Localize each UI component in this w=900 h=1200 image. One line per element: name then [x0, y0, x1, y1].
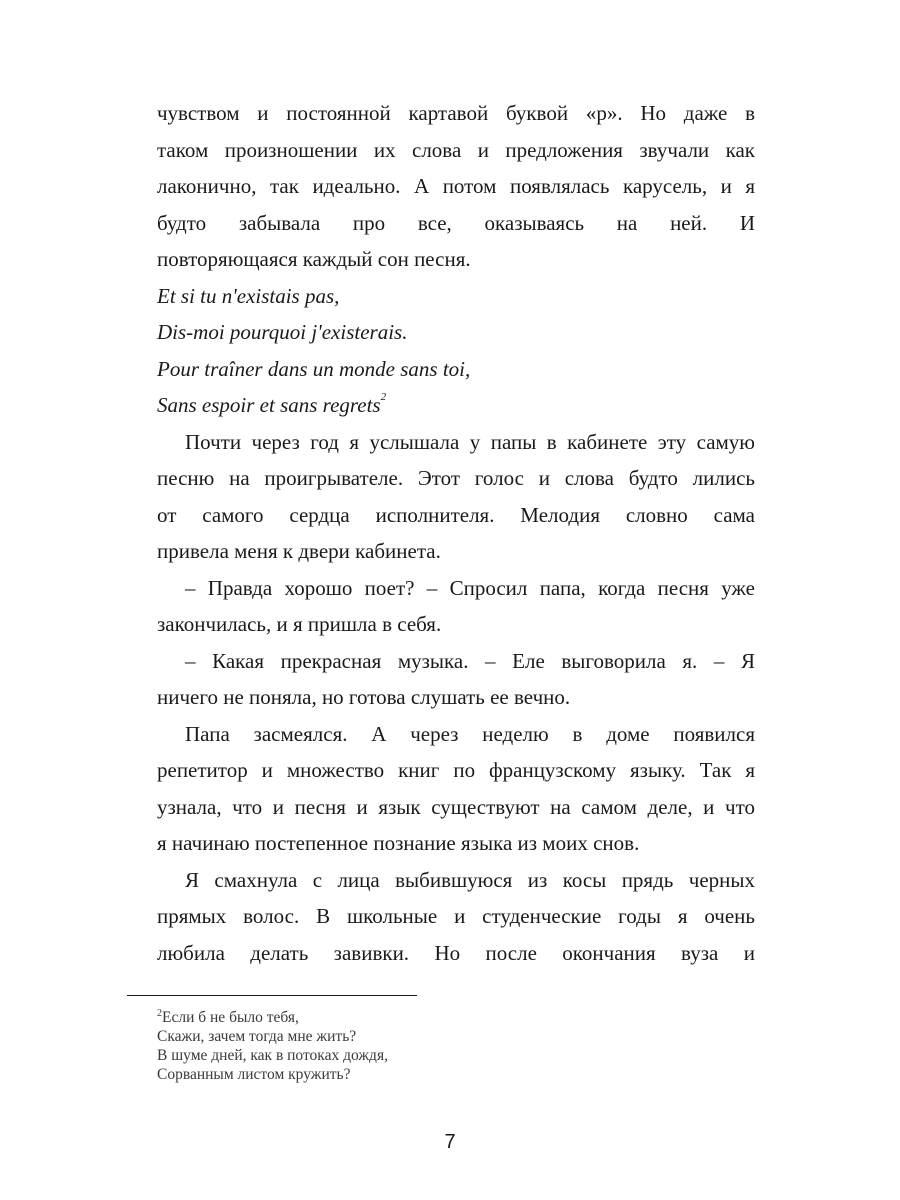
text-line: Почти через год я услышала у папы в кабинете эту самую [185, 429, 755, 454]
footnote-line [157, 1008, 657, 1027]
text-line: привела меня к двери кабинета. [157, 539, 441, 563]
footnote-divider [127, 995, 417, 996]
page-body [157, 95, 755, 971]
text-line: репетитор и множество книг по французскому языку. Так я [157, 758, 755, 782]
dialogue-line: – Правда хорошо поет? – Спросил папа, когда песня уже [185, 575, 755, 600]
dialogue-line: – Какая прекрасная музыка. – Еле выговорила я. – Я [185, 648, 755, 673]
footnote-line: В шуме дней, как в потоках дождя, [157, 1047, 388, 1064]
lyric-text: Sans espoir et sans regrets [157, 393, 381, 417]
lyric-line: Pour traîner dans un monde sans toi, [157, 356, 471, 381]
footnote [157, 1008, 657, 1084]
text-line: лаконично, так идеально. А потом появлялась карусель, и я [157, 174, 755, 198]
lyric-line-with-footnote [157, 387, 755, 424]
text-line: узнала, что и песня и язык существуют на самом деле, и что [157, 794, 755, 819]
text-line: песню на проигрывателе. Этот голос и слова будто лились [157, 466, 755, 490]
lyric-line: Dis-moi pourquoi j'existerais. [157, 320, 408, 344]
text-line: закончилась, и я пришла в себя. [157, 612, 442, 636]
text-line: будто забывала про все, оказываясь на ней. И [157, 210, 755, 235]
text-line: Папа засмеялся. А через неделю в доме появился [185, 721, 755, 746]
text-line: прямых волос. В школьные и студенческие годы я очень [157, 904, 755, 928]
text-line: чувством и постоянной картавой буквой «р». Но даже в [157, 101, 755, 125]
footnote-reference: 2 [380, 391, 387, 403]
page-number: 7 [444, 1131, 456, 1153]
footnote-text: Если б не было тебя, [162, 1009, 299, 1026]
text-line: любила делать завивки. Но после окончания вуза и [157, 940, 755, 965]
text-line: от самого сердца исполнителя. Мелодия словно сама [157, 502, 755, 527]
footnote-marker: 2 [157, 1008, 162, 1019]
text-line: Я смахнула с лица выбившуюся из косы прядь черных [185, 867, 755, 892]
text-line: ничего не поняла, но готова слушать ее вечно. [157, 685, 571, 709]
text-line: я начинаю постепенное познание языка из моих снов. [157, 831, 640, 855]
lyric-line: Et si tu n'existais pas, [157, 283, 340, 308]
text-line: повторяющаяся каждый сон песня. [157, 247, 471, 271]
footnote-line: Скажи, зачем тогда мне жить? [157, 1028, 357, 1045]
footnote-line: Сорванным листом кружить? [157, 1066, 351, 1083]
text-line: таком произношении их слова и предложения звучали как [157, 137, 755, 162]
